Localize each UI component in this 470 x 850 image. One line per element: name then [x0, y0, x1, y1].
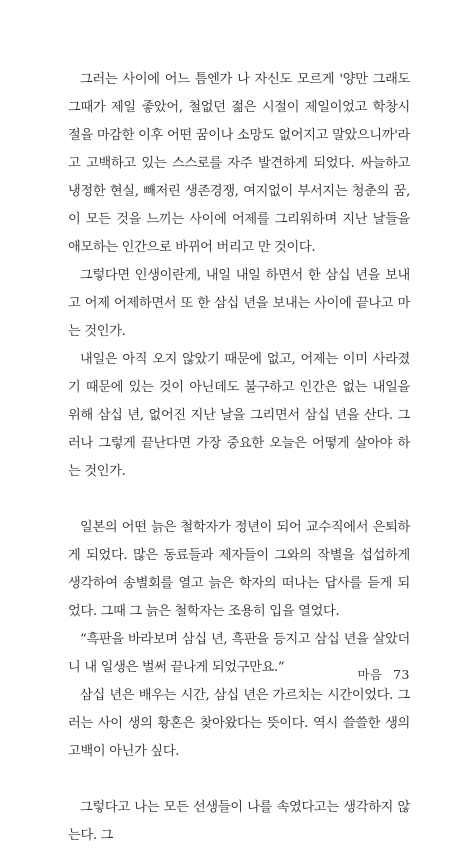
section-break — [68, 766, 410, 794]
paragraph-3: 내일은 아직 오지 않았기 때문에 없고, 어제는 이미 사라졌기 때문에 있는 것이 아닌데도 불구하고 인간은 없는 내일을 위해 삼십 년, 없어진 지난 날을 그리면서 삼십 년을 산다. 그러나 그렇게 끝난다면 가장 중요한 오늘은 어떻게 살아야 하는 것인가. — [68, 352, 410, 479]
page-footer — [357, 665, 410, 683]
paragraph-6: 삼십 년은 배우는 시간, 삼십 년은 가르치는 시간이었다. 그러는 사이 생의 황혼은 찾아왔다는 뜻이다. 역시 쓸쓸한 생의 고백이 아닌가 싶다. — [68, 688, 410, 759]
paragraph-4: 일본의 어떤 늙은 철학자가 정년이 되어 교수직에서 은퇴하게 되었다. 많은 동료들과 제자들이 그와의 작별을 섭섭하게 생각하여 송별회를 열고 늙은 학자의 떠나는 답사를 듣게 되었다. 그때 그 늙은 철학자는 조용히 입을 열었다. — [68, 520, 410, 619]
paragraph-1: 그러는 사이에 어느 틈엔가 나 자신도 모르게 '양만 그래도 그때가 제일 좋았어, 철없던 젊은 시절이 제일이었고 학창시절을 마감한 이후 어떤 꿈이나 소망도 없어지고 말았으니까'라고 고백하고 있는 스스로를 자주 발견하게 되었다. 싸늘하고 냉정한 현실, 빼저린 생존경쟁, 여지없이 부서지는 청춘의 꿈, 이 모든 것을 느끼는 사이에 어제를 그리워하며 지난 날들을 애모하는 인간으로 바뀌어 버리고 만 것이다. — [68, 72, 410, 255]
page-number: 73 — [393, 667, 410, 682]
section-break — [68, 486, 410, 514]
paragraph-2: 그렇다면 인생이란게, 내일 내일 하면서 한 삼십 년을 보내고 어제 어제하면서 또 한 삼십 년을 보내는 사이에 끝나고 마는 것인가. — [68, 268, 410, 339]
paragraph-7: 그렇다고 나는 모든 선생들이 나를 속였다고는 생각하지 않는다. 그 — [68, 800, 410, 843]
running-header-section: 마음 — [357, 667, 383, 682]
body-text — [68, 66, 410, 850]
paragraph-5-quote: “흑판을 바라보며 삼십 년, 흑판을 등지고 삼십 년을 살았더니 내 일생은 벌써 끝나게 되었구만요.” — [68, 632, 410, 675]
